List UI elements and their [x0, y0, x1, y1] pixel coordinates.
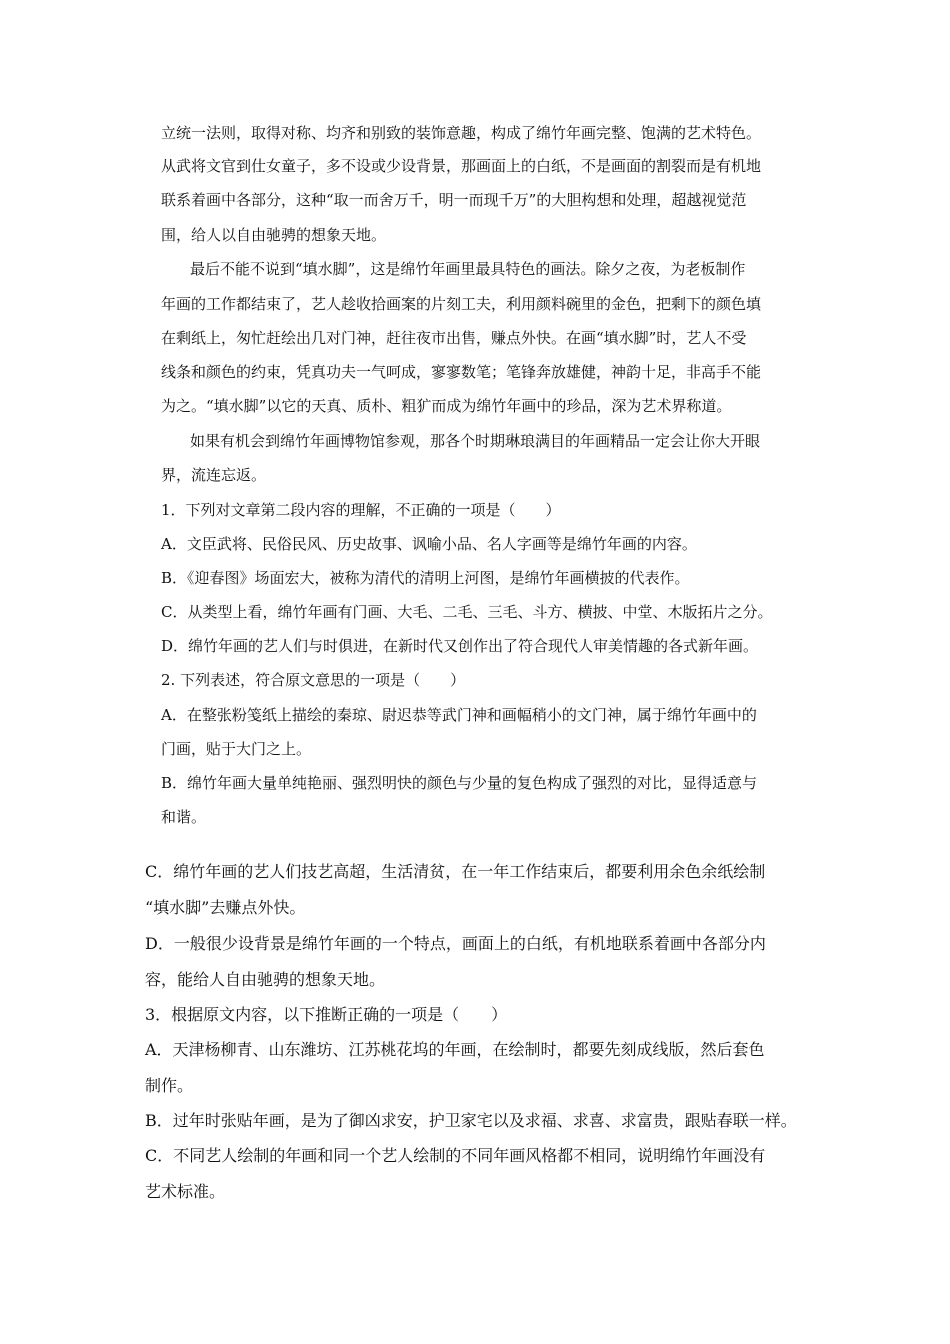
question-1-option-b: B．《迎春图》场面宏大，被称为清代的清明上河图，是绵竹年画横披的代表作。 — [161, 569, 690, 587]
question-2-option-c: C．绵竹年画的艺人们技艺高超，生活清贫，在一年工作结束后，都要利用余色余纸绘制 — [145, 862, 766, 881]
question-2-option-d-cont: 容，能给人自由驰骋的想象天地。 — [145, 970, 386, 989]
question-2-option-b-cont: 和谐。 — [161, 808, 207, 826]
question-2-option-d: D．一般很少设背景是绵竹年画的一个特点，画面上的白纸，有机地联系着画中各部分内 — [145, 934, 766, 953]
question-2-option-a-cont: 门画，贴于大门之上。 — [161, 740, 312, 758]
text-line: 在剩纸上，匆忙赶绘出几对门神，赶往夜市出售，赚点外快。在画“填水脚”时，艺人不受 — [161, 329, 747, 347]
question-1-option-a: A．文臣武将、民俗民风、历史故事、讽喻小品、名人字画等是绵竹年画的内容。 — [161, 535, 697, 553]
text-line: 联系着画中各部分，这种“取一而舍万千，明一而现千万”的大胆构想和处理，超越视觉范 — [161, 191, 747, 209]
question-1-option-d: D．绵竹年画的艺人们与时俱进，在新时代又创作出了符合现代人审美情趣的各式新年画。 — [161, 637, 759, 655]
text-line: 为之。“填水脚”以它的天真、质朴、粗犷而成为绵竹年画中的珍品，深为艺术界称道。 — [161, 397, 732, 415]
question-3-option-a-cont: 制作。 — [145, 1076, 194, 1095]
paragraph-first-line: 最后不能不说到“填水脚”，这是绵竹年画里最具特色的画法。除夕之夜，为老板制作 — [190, 260, 746, 278]
question-3-option-c-cont: 艺术标准。 — [145, 1182, 226, 1201]
question-1-stem: 1．下列对文章第二段内容的理解，不正确的一项是（ ） — [161, 501, 561, 519]
text-line: 围，给人以自由驰骋的想象天地。 — [161, 226, 387, 244]
question-2-option-c-cont: “填水脚”去赚点外快。 — [145, 898, 306, 917]
text-line: 从武将文官到仕女童子，多不设或少设背景，那画面上的白纸，不是画面的割裂而是有机地 — [161, 157, 762, 175]
paragraph-first-line: 如果有机会到绵竹年画博物馆参观，那各个时期琳琅满目的年画精品一定会让你大开眼 — [190, 432, 761, 450]
question-1-option-c: C．从类型上看，绵竹年画有门画、大毛、二毛、三毛、斗方、横披、中堂、木版拓片之分。 — [161, 603, 773, 621]
text-line: 线条和颜色的约束，凭真功夫一气呵成，寥寥数笔；笔锋奔放雄健，神韵十足，非高手不能 — [161, 363, 762, 381]
question-2-option-b: B．绵竹年画大量单纯艳丽、强烈明快的颜色与少量的复色构成了强烈的对比，显得适意与 — [161, 774, 758, 792]
question-3-stem: 3．根据原文内容，以下推断正确的一项是（ ） — [145, 1005, 508, 1024]
text-line: 界，流连忘返。 — [161, 466, 267, 484]
question-3-option-c: C．不同艺人绘制的年画和同一个艺人绘制的不同年画风格都不相同，说明绵竹年画没有 — [145, 1146, 766, 1165]
question-3-option-a: A．天津杨柳青、山东潍坊、江苏桃花坞的年画，在绘制时，都要先刻成线版，然后套色 — [145, 1040, 765, 1059]
text-line: 年画的工作都结束了，艺人趁收拾画案的片刻工夫，利用颜料碗里的金色，把剩下的颜色填 — [161, 295, 762, 313]
question-2-stem: 2. 下列表述，符合原文意思的一项是（ ） — [161, 671, 466, 689]
text-line: 立统一法则，取得对称、均齐和别致的装饰意趣，构成了绵竹年画完整、饱满的艺术特色。 — [161, 124, 762, 142]
question-2-option-a: A．在整张粉笺纸上描绘的秦琼、尉迟恭等武门神和画幅稍小的文门神，属于绵竹年画中的 — [161, 706, 757, 724]
question-3-option-b: B．过年时张贴年画，是为了御凶求安，护卫家宅以及求福、求喜、求富贵，跟贴春联一样。 — [145, 1111, 797, 1130]
